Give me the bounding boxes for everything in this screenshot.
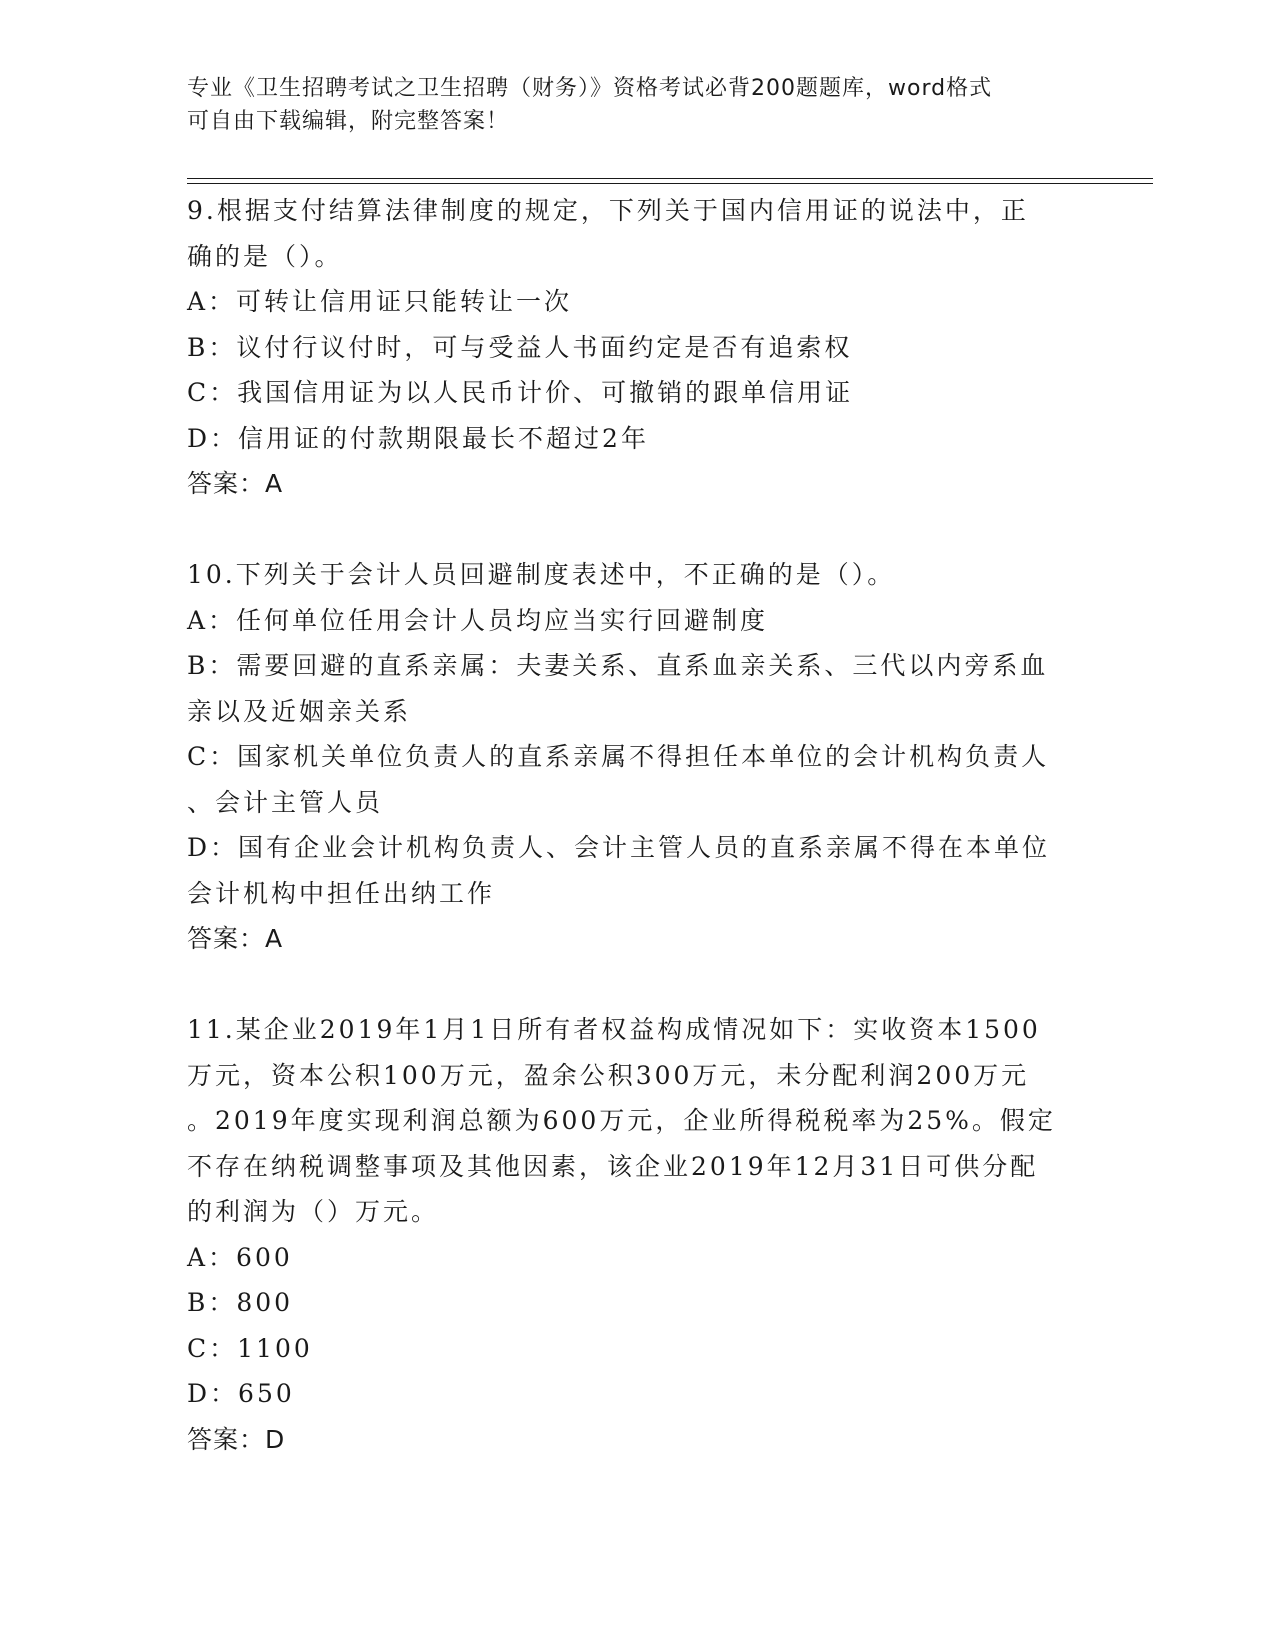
- header-line-2: 可自由下载编辑，附完整答案！: [187, 109, 510, 134]
- question-stem-line: 10.下列关于会计人员回避制度表述中，不正确的是（）。: [187, 560, 896, 589]
- question-stem-line: 11.某企业2019年1月1日所有者权益构成情况如下：实收资本1500: [187, 1015, 1041, 1044]
- option-b-continued: 亲以及近姻亲关系: [187, 696, 412, 726]
- option-c: C：我国信用证为以人民币计价、可撤销的跟单信用证: [187, 378, 854, 407]
- header-divider-top: [187, 178, 1153, 179]
- option-a: A：600: [187, 1242, 293, 1272]
- header-line-1: 专业《卫生招聘考试之卫生招聘（财务）》资格考试必背200题题库，word格式: [187, 76, 993, 101]
- question-stem-line: 不存在纳税调整事项及其他因素，该企业2019年12月31日可供分配: [187, 1151, 1039, 1181]
- question-stem-line: 的利润为（）万元。: [187, 1197, 440, 1226]
- question-stem-line: 9.根据支付结算法律制度的规定，下列关于国内信用证的说法中，正: [187, 196, 1029, 225]
- question-stem-line: 确的是（）。: [187, 241, 343, 271]
- question-stem-line: 。2019年度实现利润总额为600万元，企业所得税税率为25%。假定: [187, 1106, 1056, 1135]
- option-c-continued: 、会计主管人员: [187, 787, 384, 817]
- option-d: D：国有企业会计机构负责人、会计主管人员的直系亲属不得在本单位: [187, 833, 1051, 862]
- question-10: [187, 552, 1077, 962]
- option-d: D：650: [187, 1379, 295, 1408]
- option-a: A：可转让信用证只能转让一次: [187, 287, 573, 316]
- question-11: [187, 1007, 1077, 1462]
- option-b: B：800: [187, 1288, 294, 1317]
- option-d-continued: 会计机构中担任出纳工作: [187, 878, 496, 908]
- answer-line: 答案：D: [187, 1424, 286, 1454]
- option-b: B：议付行议付时，可与受益人书面约定是否有追索权: [187, 332, 853, 362]
- question-list: [187, 188, 1077, 1462]
- question-stem-line: 万元，资本公积100万元，盈余公积300万元，未分配利润200万元: [187, 1060, 1030, 1090]
- answer-line: 答案：A: [187, 469, 284, 498]
- option-c: C：国家机关单位负责人的直系亲属不得担任本单位的会计机构负责人: [187, 742, 1050, 771]
- option-b: B：需要回避的直系亲属：夫妻关系、直系血亲关系、三代以内旁系血: [187, 651, 1049, 680]
- option-d: D：信用证的付款期限最长不超过2年: [187, 423, 649, 453]
- option-c: C：1100: [187, 1333, 313, 1363]
- document-header: [187, 72, 1067, 138]
- answer-line: 答案：A: [187, 924, 284, 953]
- question-9: [187, 188, 1077, 507]
- option-a: A：任何单位任用会计人员均应当实行回避制度: [187, 605, 769, 635]
- header-divider-bottom: [187, 183, 1153, 184]
